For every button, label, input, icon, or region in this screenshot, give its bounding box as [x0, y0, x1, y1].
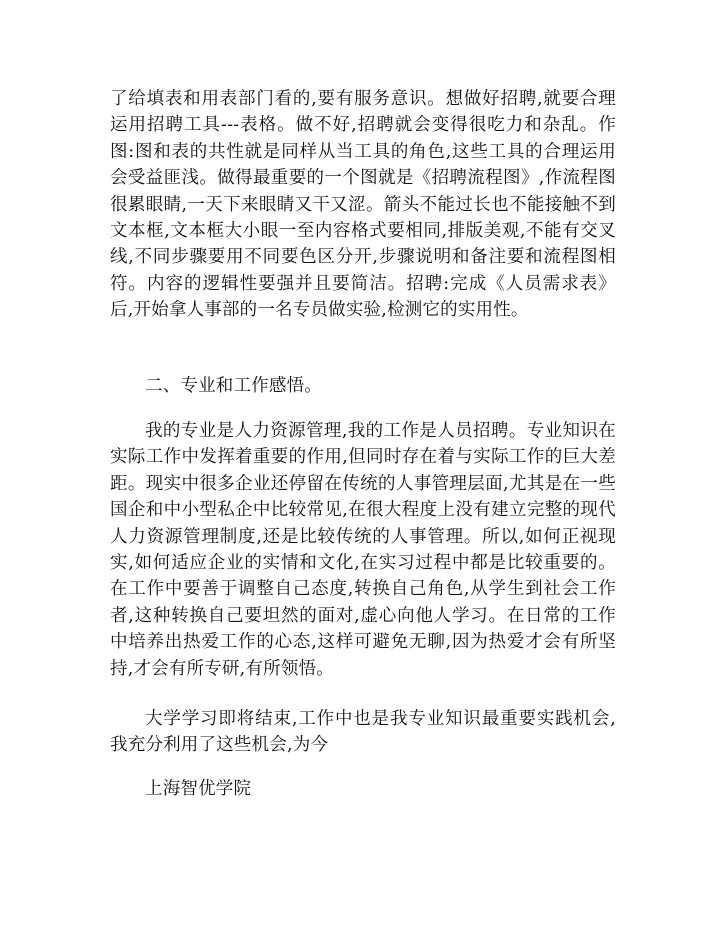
paragraph-graduation: 大学学习即将结束,工作中也是我专业知识最重要实践机会,我充分利用了这些机会,为今	[110, 709, 616, 756]
paragraph-major-reflection: 我的专业是人力资源管理,我的工作是人员招聘。专业知识在实际工作中发挥着重要的作用,但同时存在着与实际工作的巨大差距。现实中很多企业还停留在传统的人事管理层面,尤其是在一些国企和中小型私企中比较常见,在很大程度上没有建立完整的现代人力资源管理制度,还是比较传统的人事管理。所以,如何正视现实,如何适应企业的实情和文化,在实习过程中都是比较重要的。在工作中要善于调整自己态度,转换自己角色,从学生到社会工作者,这种转换自己要坦然的面对,虚心向他人学习。在日常的工作中培养出热爱工作的心态,这样可避免无聊,因为热爱才会有所坚持,才会有所专研,有所领悟。	[110, 421, 616, 679]
footer-school-name: 上海智优学院	[145, 779, 252, 799]
section-heading-major-and-work: 二、专业和工作感悟。	[145, 376, 322, 396]
paragraph-recruitment-forms: 了给填表和用表部门看的,要有服务意识。想做好招聘,就要合理运用招聘工具---表格。做不好,招聘就会变得很吃力和杂乱。作图:图和表的共性就是同样从当工具的角色,这些工具的合理运用会受益匪浅。做得最重要的一个图就是《招聘流程图》,作流程图很累眼睛,一天下来眼睛又干又涩。箭头不能过长也不能接触不到文本框,文本框大小眼一至内容格式要相同,排版美观,不能有交叉线,不同步骤要用不同要色区分开,步骤说明和备注要和流程图相符。内容的逻辑性要强并且要简洁。招聘:完成《人员需求表》后,开始拿人事部的一名专员做实验,检测它的实用性。	[110, 89, 616, 321]
